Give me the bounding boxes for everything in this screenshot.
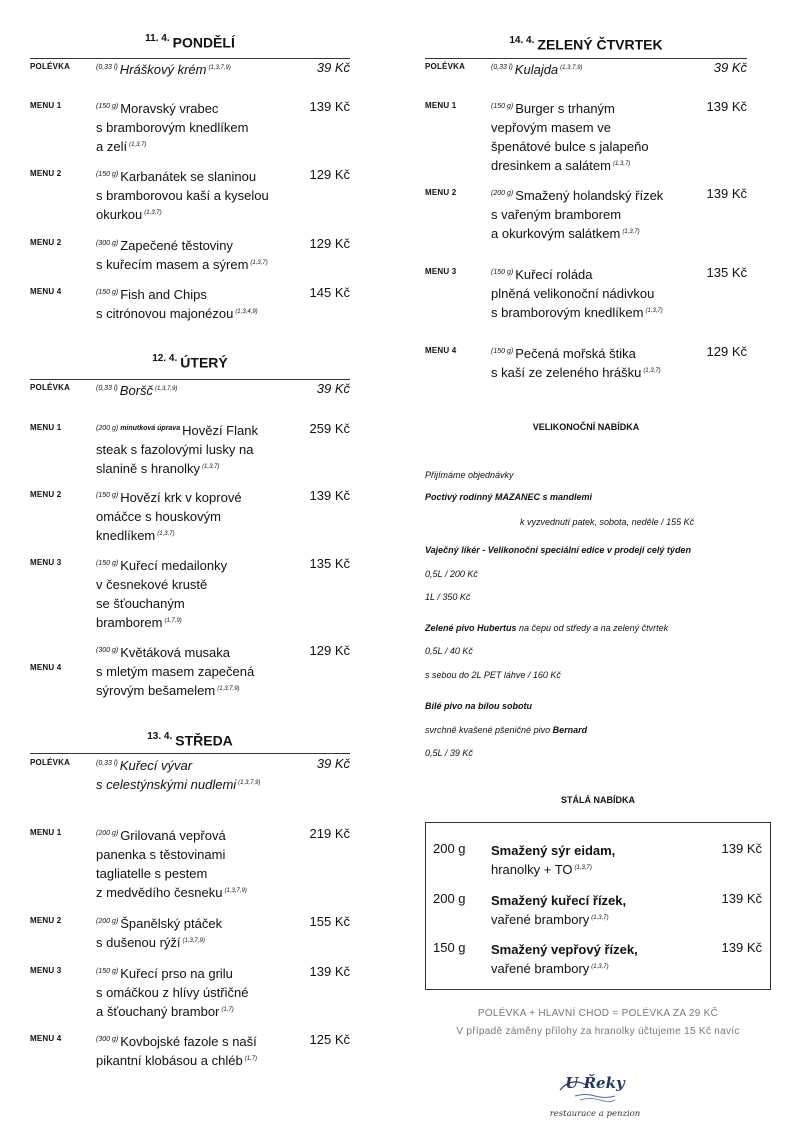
dish-line: a šťouchaný brambor: [96, 1004, 220, 1019]
dish-line: Grilovaná vepřová: [120, 828, 226, 843]
dish-line: s kuřecím masem a sýrem: [96, 257, 249, 272]
menu-label: MENU 3: [30, 966, 62, 975]
dish-line: Květáková musaka: [120, 645, 231, 660]
dish: [96, 99, 291, 156]
permanent-grams: 150 g: [433, 940, 466, 955]
easter-white-beer: Bílé pivo na bílou sobotu: [425, 701, 532, 711]
permanent-grams: 200 g: [433, 891, 466, 906]
permanent-dish: [491, 841, 691, 879]
dish: [96, 964, 291, 1021]
divider: [30, 58, 350, 59]
allergens: (1,3,7,9): [217, 685, 240, 692]
menu-label: MENU 2: [425, 188, 457, 197]
preparation-note: minutková úprava: [120, 424, 181, 432]
allergens: (1,3,7): [612, 160, 631, 167]
price: 125 Kč: [309, 1032, 350, 1047]
price: 259 Kč: [309, 421, 350, 436]
allergens: (1,3,7): [202, 463, 220, 470]
dish-line: a zelí: [96, 139, 128, 154]
allergens: (1,3,4,9): [235, 308, 258, 315]
dish-line: s dušenou rýží: [96, 935, 181, 950]
allergens: (1,3,7): [129, 141, 147, 148]
menu-label: MENU 1: [425, 101, 457, 110]
portion-weight: (150 g): [96, 967, 119, 975]
price: 135 Kč: [706, 265, 747, 280]
dish-line: Zapečené těstoviny: [120, 238, 233, 253]
day-date: 13. 4.: [147, 731, 173, 742]
day-name: ÚTERÝ: [180, 354, 228, 371]
day-name: ZELENÝ ČTVRTEK: [537, 36, 663, 53]
portion-weight: (150 g): [96, 102, 119, 110]
dish-line: z medvědího česneku: [96, 885, 223, 900]
portion-weight: (0,33 l): [96, 384, 118, 392]
day-heading-monday: [30, 33, 350, 52]
dish-line: vepřovým masem ve: [491, 120, 611, 135]
dish-line: a okurkovým salátkem: [491, 226, 621, 241]
menu-label: MENU 4: [30, 287, 62, 296]
combo-note: POLÉVKA + HLAVNÍ CHOD = POLÉVKA ZA 29 KČ: [477, 1008, 719, 1019]
dish: [96, 60, 291, 79]
dish: [96, 381, 291, 400]
menu-label: MENU 2: [30, 916, 62, 925]
dish-line: Kuřecí prso na grilu: [120, 966, 233, 981]
dish-line: s citrónovou majonézou: [96, 306, 234, 321]
day-date: 12. 4.: [152, 353, 178, 364]
allergens: (1,3,7,9): [208, 64, 231, 71]
menu-label: MENU 1: [30, 101, 62, 110]
dish: [96, 421, 291, 478]
menu-label: MENU 2: [30, 238, 62, 247]
dish: [491, 265, 686, 322]
price: 39 Kč: [713, 60, 747, 75]
dish-line: plněná velikonoční nádivkou: [491, 286, 655, 301]
dish-line: bramborem: [96, 615, 163, 630]
menu-label: POLÉVKA: [30, 62, 71, 71]
dish: [491, 99, 686, 175]
logo-name: U Řeky: [565, 1074, 625, 1092]
divider: [425, 58, 747, 59]
divider: [30, 753, 350, 754]
price: 129 Kč: [706, 344, 747, 359]
easter-accepting: Přijímáme objednávky: [425, 470, 514, 480]
allergens: (1,3,7,9): [238, 779, 261, 786]
portion-weight: (300 g): [96, 239, 119, 247]
price: 129 Kč: [309, 643, 350, 658]
price: 39 Kč: [316, 60, 350, 75]
allergens: (1,3,7,9): [155, 385, 178, 392]
easter-green-beer-name: Zelené pivo Hubertus: [425, 623, 517, 633]
menu-label: POLÉVKA: [30, 383, 71, 392]
easter-liqueur-price-1: 0,5L / 200 Kč: [425, 569, 478, 579]
dish: [96, 285, 291, 323]
menu-label: MENU 1: [30, 828, 62, 837]
easter-liqueur-price-2: 1L / 350 Kč: [425, 592, 471, 602]
allergens: (1,3,7): [144, 209, 162, 216]
portion-weight: (150 g): [491, 347, 514, 355]
allergens: (1,3,7): [157, 530, 175, 537]
portion-weight: (0,33 l): [96, 759, 118, 767]
price: 135 Kč: [309, 556, 350, 571]
menu-label: MENU 1: [30, 423, 62, 432]
allergens: (1,3,7,9): [182, 937, 205, 944]
portion-weight: (0,33 l): [96, 63, 118, 71]
dish-line: s omáčkou z hlívy ústřičné: [96, 985, 249, 1000]
dish-line: s celestýnskými nudlemi: [96, 777, 237, 792]
permanent-offer-title: STÁLÁ NABÍDKA: [561, 795, 635, 805]
price: 39 Kč: [316, 381, 350, 396]
dish: [96, 643, 291, 700]
day-heading-thursday: [425, 35, 747, 54]
dish-line: s bramborovou kaší a kyselou: [96, 188, 269, 203]
menu-label: MENU 4: [30, 1034, 62, 1043]
price: 145 Kč: [309, 285, 350, 300]
allergens: (1,3,7,9): [224, 887, 247, 894]
logo-wave: [580, 1099, 615, 1102]
dish-line: Karbanátek se slaninou: [120, 169, 257, 184]
dish-line: se šťouchaným: [96, 596, 185, 611]
dish-line: Španělský ptáček: [120, 916, 223, 931]
dish: [96, 914, 291, 952]
dish-line: Pečená mořská štika: [515, 346, 636, 361]
dish-line: špenátové bulce s jalapeňo: [491, 139, 649, 154]
portion-weight: (150 g): [491, 102, 514, 110]
easter-white-desc: svrchně kvašené pšeničné pivo: [425, 725, 553, 735]
day-name: PONDĚLÍ: [172, 34, 235, 51]
easter-green-beer-desc: na čepu od středy a na zelený čtvrtek: [516, 623, 669, 633]
permanent-name: Smažený vepřový řízek,: [491, 942, 638, 957]
permanent-price: 139 Kč: [721, 891, 762, 906]
portion-weight: (200 g): [96, 917, 119, 925]
dish-line: Boršč: [119, 383, 154, 398]
easter-offer-title: VELIKONOČNÍ NABÍDKA: [532, 422, 640, 432]
dish-line: Smažený holandský řízek: [515, 188, 664, 203]
dish-line: slanině s hranolky: [96, 461, 201, 476]
allergens: (1,3,7): [591, 914, 609, 921]
easter-white-desc-line: [425, 725, 587, 735]
portion-weight: (150 g): [96, 491, 119, 499]
day-name: STŘEDA: [175, 732, 233, 749]
portion-weight: (150 g): [96, 288, 119, 296]
easter-mazanec-pickup: k vyzvednutí patek, sobota, neděle / 155 Kč: [520, 517, 695, 527]
dish-line: okurkou: [96, 207, 143, 222]
dish: [96, 236, 291, 274]
day-heading-wednesday: [30, 731, 350, 750]
menu-label: POLÉVKA: [30, 758, 71, 767]
easter-green-beer: [425, 623, 668, 633]
dish-line: tagliatelle s pestem: [96, 866, 208, 881]
logo-wave: [575, 1095, 615, 1098]
portion-weight: (300 g): [96, 1035, 119, 1043]
dish-line: dresinkem a salátem: [491, 158, 611, 173]
day-date: 11. 4.: [145, 33, 170, 44]
menu-label: MENU 2: [30, 169, 62, 178]
menu-label: MENU 4: [425, 346, 457, 355]
divider: [30, 379, 350, 380]
allergens: (1,3,7): [591, 963, 609, 970]
dish-line: panenka s těstovinami: [96, 847, 226, 862]
menu-label: MENU 2: [30, 490, 62, 499]
dish: [96, 1032, 291, 1070]
price: 219 Kč: [309, 826, 350, 841]
easter-liqueur: Vaječný likér - Velikonoční speciální edice v prodeji celý týden: [425, 545, 691, 555]
dish-line: s mletým masem zapečená: [96, 664, 255, 679]
fries-note: V případě záměny přílohy za hranolky účtujeme 15 Kč navíc: [456, 1026, 740, 1037]
dish-line: pikantní klobásou a chléb: [96, 1053, 243, 1068]
dish: [491, 60, 686, 79]
portion-weight: (200 g): [491, 189, 514, 197]
permanent-price: 139 Kč: [721, 841, 762, 856]
allergens: (1,3,7): [250, 259, 268, 266]
allergens: (1,3,7): [574, 864, 592, 871]
dish-line: Hovězí krk v koprové: [120, 490, 242, 505]
dish-line: steak s fazolovými lusky na: [96, 442, 254, 457]
permanent-grams: 200 g: [433, 841, 466, 856]
day-date: 14. 4.: [509, 35, 535, 46]
portion-weight: (300 g): [96, 646, 119, 654]
allergens: (1,7,9): [164, 617, 182, 624]
dish-line: s bramborovým knedlíkem: [96, 120, 249, 135]
portion-weight: (200 g): [96, 829, 119, 837]
dish-line: Fish and Chips: [120, 287, 207, 302]
permanent-name: Smažený kuřecí řízek,: [491, 893, 627, 908]
permanent-price: 139 Kč: [721, 940, 762, 955]
menu-label: MENU 4: [30, 663, 62, 672]
allergens: (1,7): [221, 1006, 234, 1013]
dish-line: Hovězí Flank: [182, 423, 258, 438]
easter-mazanec: Poctivý rodinný MAZANEC s mandlemi: [425, 492, 593, 502]
dish-line: knedlíkem: [96, 528, 156, 543]
price: 39 Kč: [316, 756, 350, 771]
portion-weight: (200 g): [96, 424, 119, 432]
portion-weight: (0,33 l): [491, 63, 513, 71]
dish-line: omáčce s houskovým: [96, 509, 221, 524]
allergens: (1,3,7): [622, 228, 640, 235]
dish: [96, 826, 291, 902]
dish: [491, 186, 686, 243]
dish-line: Kulajda: [514, 62, 559, 77]
price: 139 Kč: [706, 99, 747, 114]
price: 155 Kč: [309, 914, 350, 929]
dish-line: Kovbojské fazole s naší: [120, 1034, 257, 1049]
portion-weight: (150 g): [96, 170, 119, 178]
dish: [96, 167, 291, 224]
price: 139 Kč: [309, 488, 350, 503]
allergens: (1,3,7): [643, 367, 661, 374]
price: 129 Kč: [309, 167, 350, 182]
permanent-offer-box: [425, 822, 771, 990]
restaurant-logo: [520, 1068, 670, 1128]
easter-green-price-1: 0,5L / 40 Kč: [425, 646, 473, 656]
price: 129 Kč: [309, 236, 350, 251]
dish-line: Moravský vrabec: [120, 101, 219, 116]
menu-label: POLÉVKA: [425, 62, 466, 71]
allergens: (1,3,7,9): [560, 64, 583, 71]
price: 139 Kč: [309, 99, 350, 114]
dish: [96, 756, 291, 794]
dish-line: Hráškový krém: [119, 62, 207, 77]
menu-label: MENU 3: [425, 267, 457, 276]
easter-white-brand: Bernard: [552, 725, 588, 735]
allergens: (1,7): [244, 1055, 258, 1062]
dish-line: Kuřecí vývar: [119, 758, 193, 773]
dish: [491, 344, 686, 382]
permanent-side: vařené brambory: [491, 912, 590, 927]
dish: [96, 556, 291, 632]
permanent-dish: [491, 940, 691, 978]
allergens: (1,3,7): [645, 307, 663, 314]
dish-line: v česnekové krustě: [96, 577, 208, 592]
dish-line: s vařeným bramborem: [491, 207, 622, 222]
dish-line: Burger s trhaným: [515, 101, 615, 116]
portion-weight: (150 g): [96, 559, 119, 567]
dish-line: s kaší ze zeleného hrášku: [491, 365, 642, 380]
permanent-side: vařené brambory: [491, 961, 590, 976]
price: 139 Kč: [706, 186, 747, 201]
price: 139 Kč: [309, 964, 350, 979]
dish-line: sýrovým bešamelem: [96, 683, 216, 698]
dish: [96, 488, 291, 545]
permanent-name: Smažený sýr eidam,: [491, 843, 616, 858]
day-heading-tuesday: [30, 353, 350, 372]
dish-line: Kuřecí roláda: [515, 267, 593, 282]
dish-line: s bramborovým knedlíkem: [491, 305, 644, 320]
dish-line: Kuřecí medailonky: [120, 558, 228, 573]
logo-tagline: restaurace a penzion: [549, 1109, 641, 1119]
permanent-side: hranolky + TO: [491, 862, 573, 877]
easter-white-price: 0,5L / 39 Kč: [425, 748, 473, 758]
portion-weight: (150 g): [491, 268, 514, 276]
permanent-dish: [491, 891, 691, 929]
menu-label: MENU 3: [30, 558, 62, 567]
easter-green-price-2: s sebou do 2L PET láhve / 160 Kč: [425, 670, 561, 680]
